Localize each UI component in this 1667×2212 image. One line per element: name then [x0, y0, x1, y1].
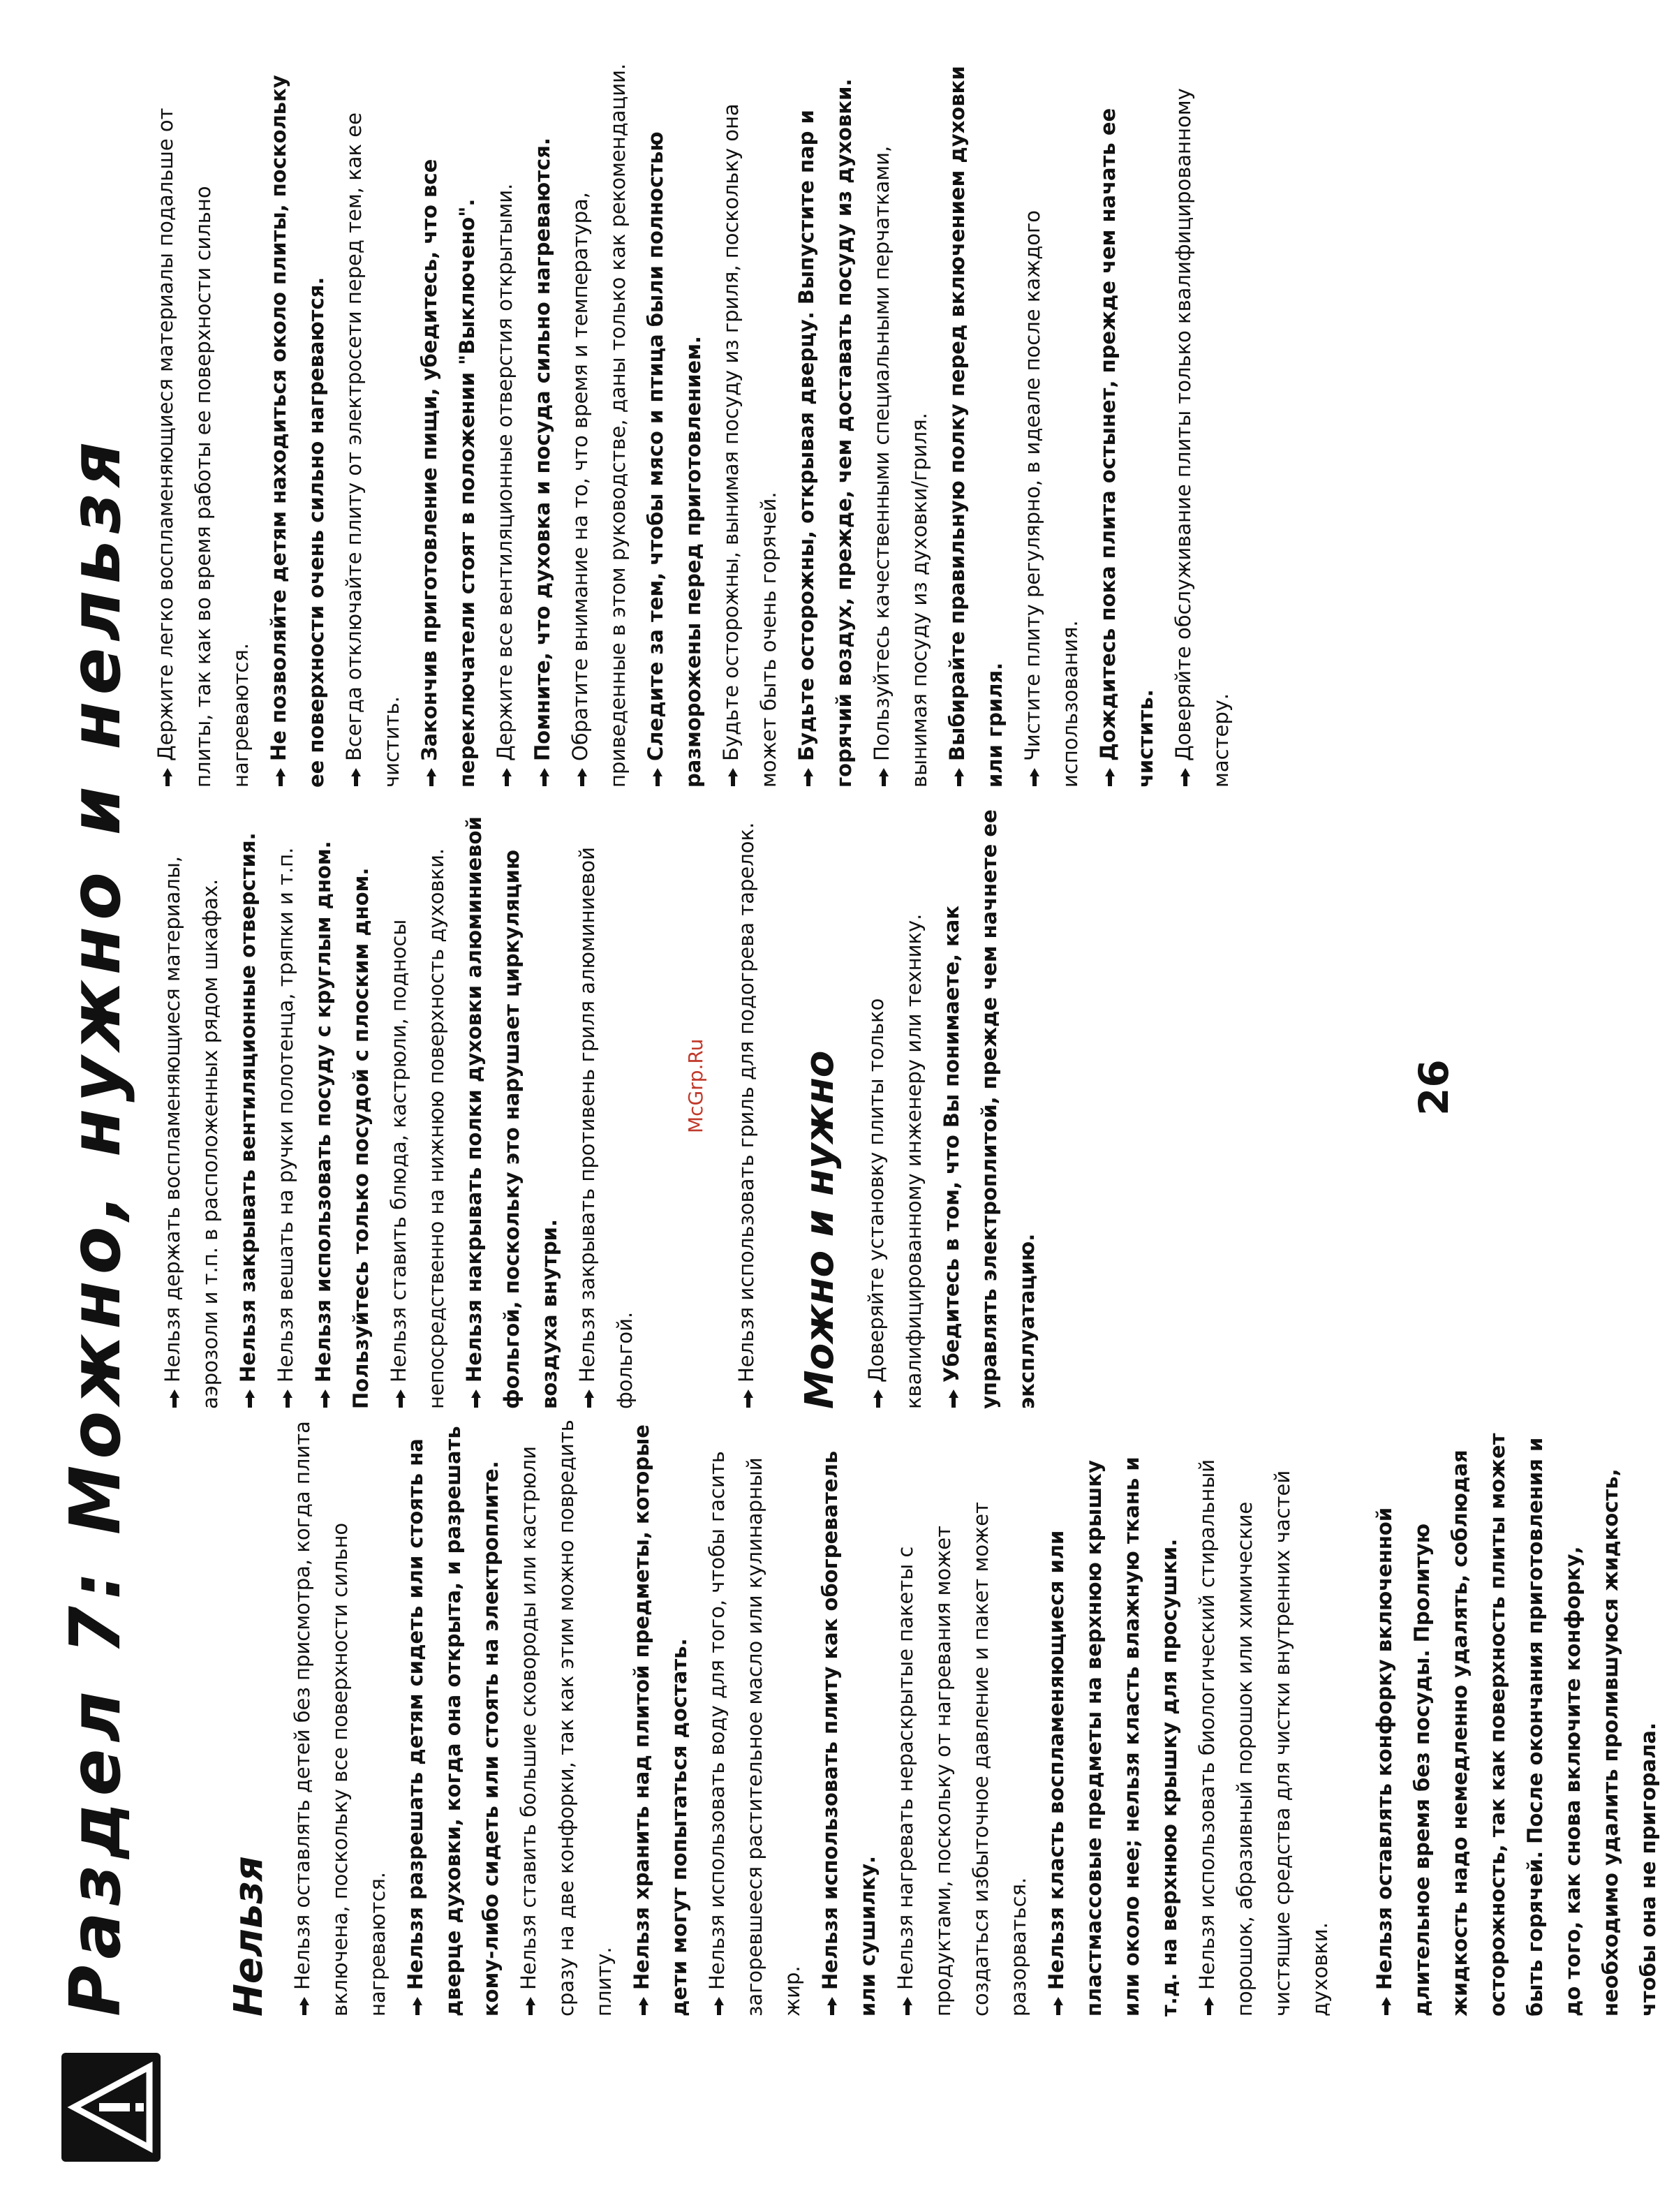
pointing-hand-icon: [863, 761, 901, 788]
list-item-text: Нельзя оставлять конфорку включенной длительное время без посуды. Пролитую жидкость надо немедленно удалять, соблюдая осторожность, так как поверхность плиты может быть горячей. После окончания приготовления и до того, как снова включите конфорку, необходимо удалить пролившуюся жидкость, чтобы она не пригорала.: [1372, 1433, 1660, 2016]
list-item: [283, 1416, 397, 2016]
list-item: [787, 54, 863, 788]
pointing-hand-icon: [380, 1382, 417, 1409]
list-item-text: Держите легко воспламеняющиеся материалы подальше от плиты, так как во время работы ее поверхности сильно нагреваются.: [154, 108, 253, 788]
list-item: [510, 1416, 623, 2016]
list-item-text: Следите за тем, чтобы мясо и птица были полностью разморожены перед приготовлением.: [644, 131, 705, 788]
list-item: [1188, 1416, 1339, 2016]
list-item-text: Будьте осторожны, открывая дверцу. Выпустите пар и горячий воздух, прежде, чем доставать посуду из духовки.: [794, 78, 856, 788]
mozhno-list: [857, 809, 1046, 1409]
pointing-hand-icon: [510, 1990, 547, 2016]
list-item-text: Нельзя накрывать полки духовки алюминиевой фольгой, поскольку это нарушает циркуляцию воздуха внутри.: [462, 816, 561, 1409]
list-item-text: Нельзя закрывать вентиляционные отверстия.: [236, 832, 260, 1382]
list-item: [455, 809, 568, 1409]
list-item: [568, 809, 644, 1409]
pointing-hand-icon: [524, 761, 561, 788]
list-item: [727, 809, 765, 1409]
pointing-hand-icon: [811, 1990, 849, 2016]
list-item-text: Нельзя хранить над плитой предметы, которые дети могут попытаться достать.: [630, 1424, 691, 2016]
list-item-text: Не позволяйте детям находиться около плиты, поскольку ее поверхности очень сильно нагреваются.: [267, 75, 328, 788]
list-item-text: Нельзя держать воспламеняющиеся материалы, аэрозоли и т.п. в расположенных рядом шкафах.: [161, 855, 222, 1409]
list-item: [260, 54, 335, 788]
list-item-text: Доверяйте установку плиты только квалифицированному инженеру или технику.: [864, 913, 926, 1409]
pointing-hand-icon: [938, 761, 976, 788]
pointing-hand-icon: [335, 761, 373, 788]
list-item-text: Нельзя закрывать противень гриля алюминиевой фольгой.: [575, 847, 637, 1409]
list-item: [933, 809, 1046, 1409]
list-item: [1014, 54, 1089, 788]
pointing-hand-icon: [147, 761, 184, 788]
list-item-text: Нельзя класть воспламеняющиеся или пластмассовые предметы на верхнюю крышку или около нее; нельзя класть влажную ткань и т.д. на верхнюю крышку для просушки.: [1044, 1457, 1181, 2016]
list-item-text: Пользуйтесь качественными специальными перчатками, вынимая посуду из духовки/гриля.: [870, 145, 931, 788]
pointing-hand-icon: [267, 1382, 304, 1409]
pointing-hand-icon: [260, 761, 297, 788]
pointing-hand-icon: [154, 1382, 191, 1409]
list-item-text: Доверяйте обслуживание плиты только квалифицированному мастеру.: [1171, 88, 1233, 788]
pointing-hand-icon: [1164, 761, 1202, 788]
mozhno-heading: Можно и нужно: [797, 1050, 843, 1409]
list-item: [938, 54, 1014, 788]
list-item-text: Нельзя использовать биологический стиральный порошок, абразивный порошок или химические чистящие средства для чистки внутренних частей духовки.: [1195, 1459, 1332, 2016]
pointing-hand-icon: [229, 1382, 267, 1409]
list-item: [304, 809, 380, 1409]
pointing-hand-icon: [712, 761, 750, 788]
list-item: [524, 54, 561, 788]
pointing-hand-icon: [887, 1990, 924, 2016]
list-item: [154, 809, 229, 1409]
pointing-hand-icon: [397, 1990, 434, 2016]
pointing-hand-icon: [727, 1382, 765, 1409]
section-title: Раздел 7: Можно, нужно и нельзя: [54, 435, 136, 2016]
list-item: [623, 1416, 698, 2016]
list-item-text: Нельзя ставить блюда, кастрюли, подносы непосредственно на нижнюю поверхность духовки.: [387, 848, 448, 1409]
pointing-hand-icon: [1365, 1990, 1403, 2016]
nelzya-list: [283, 1416, 1667, 2016]
pointing-hand-icon: [568, 1382, 606, 1409]
nelzya-heading: Нельзя: [226, 1856, 272, 2016]
list-item: [698, 1416, 811, 2016]
list-item: [486, 54, 524, 788]
pointing-hand-icon: [410, 761, 448, 788]
pointing-hand-icon: [698, 1990, 736, 2016]
warning-triangle-icon: [61, 2053, 161, 2162]
list-item: [561, 54, 637, 788]
list-item-text: Всегда отключайте плиту от электросети перед тем, как ее чистить.: [342, 112, 403, 788]
list-item: [1037, 1416, 1188, 2016]
list-item: [410, 54, 486, 788]
pointing-hand-icon: [1188, 1990, 1226, 2016]
list-item-text: Нельзя использовать воду для того, чтобы гасить загоревшееся растительное масло или кулинарный жир.: [705, 1451, 804, 2016]
list-item-text: Держите все вентиляционные отверстия открытыми.: [493, 183, 517, 761]
pointing-hand-icon: [455, 1382, 493, 1409]
list-item-text: Нельзя вешать на ручки полотенца, тряпки и т.п.: [274, 847, 297, 1382]
list-item-text: Помните, что духовка и посуда сильно нагреваются.: [531, 138, 554, 761]
pointing-hand-icon: [623, 1990, 660, 2016]
list-item-text: Убедитесь в том, что Вы понимаете, как управлять электроплитой, прежде чем начнете ее эксплуатацию.: [940, 809, 1039, 1409]
watermark: McGrp.Ru: [684, 1038, 707, 1133]
list-item-text: Нельзя ставить большие сковороды или кастрюли сразу на две конфорки, так как этим можно повредить плиту.: [517, 1420, 616, 2016]
pointing-hand-icon: [637, 761, 674, 788]
list-item: [857, 809, 933, 1409]
list-item-text: Нельзя использовать посуду с круглым дном. Пользуйтесь только посудой с плоским дном.: [311, 841, 373, 1409]
list-item: [229, 809, 267, 1409]
list-item: [887, 1416, 1037, 2016]
list-item: [637, 54, 712, 788]
list-item-text: Нельзя разрешать детям сидеть или стоять на дверце духовки, когда она открыта, и разрешать кому-либо сидеть или стоять на электроплите.: [403, 1426, 503, 2016]
pointing-hand-icon: [1014, 761, 1051, 788]
list-item: [397, 1416, 510, 2016]
list-item-text: Обратите внимание на то, что время и температура, приведенные в этом руководстве, даны только как рекомендации.: [568, 63, 630, 788]
page-number: 26: [1410, 1059, 1458, 1116]
column-3: [147, 54, 1240, 788]
pointing-hand-icon: [283, 1990, 321, 2016]
pointing-hand-icon: [304, 1382, 342, 1409]
pointing-hand-icon: [1037, 1990, 1075, 2016]
pointing-hand-icon: [1089, 761, 1127, 788]
list-item: [811, 1416, 887, 2016]
pointing-hand-icon: [486, 761, 524, 788]
list-item-text: Нельзя оставлять детей без присмотра, когда плита включена, поскольку все поверхности сильно нагреваются.: [290, 1421, 390, 2016]
list-item-text: Дождитесь пока плита остынет, прежде чем начать ее чистить.: [1096, 108, 1157, 788]
list-item: [1089, 54, 1164, 788]
list-item-text: Нельзя использовать плиту как обогреватель или сушилку.: [818, 1450, 880, 2016]
list-item-text: Нельзя нагревать нераскрытые пакеты с продуктами, поскольку от нагревания может создаться избыточное давление и пакет может разорваться.: [894, 1501, 1030, 2016]
mozhno-list-continued: [147, 54, 1240, 788]
list-item: [863, 54, 938, 788]
list-item-text: Нельзя использовать гриль для подогрева тарелок.: [734, 822, 758, 1382]
pointing-hand-icon: [933, 1382, 970, 1409]
list-item: [147, 54, 260, 788]
column-2: [154, 809, 1046, 1409]
column-1: [226, 1416, 1667, 2016]
nelzya-list-continued: [154, 809, 765, 1409]
list-item: [335, 54, 410, 788]
list-item-text: Будьте осторожны, вынимая посуду из гриля, поскольку она может быть очень горячей.: [719, 103, 780, 788]
list-item-text: Закончив приготовление пищи, убедитесь, что все переключатели стоят в положении "Выключено".: [417, 158, 479, 788]
pointing-hand-icon: [787, 761, 825, 788]
pointing-hand-icon: [857, 1382, 895, 1409]
list-item: [712, 54, 787, 788]
list-item: [1365, 1416, 1667, 2016]
list-item: [267, 809, 304, 1409]
list-item: [1164, 54, 1240, 788]
pointing-hand-icon: [561, 761, 599, 788]
list-item-text: Чистите плиту регулярно, в идеале после каждого использования.: [1021, 209, 1082, 788]
list-item-text: Выбирайте правильную полку перед включением духовки или гриля.: [945, 66, 1007, 788]
list-item: [380, 809, 455, 1409]
